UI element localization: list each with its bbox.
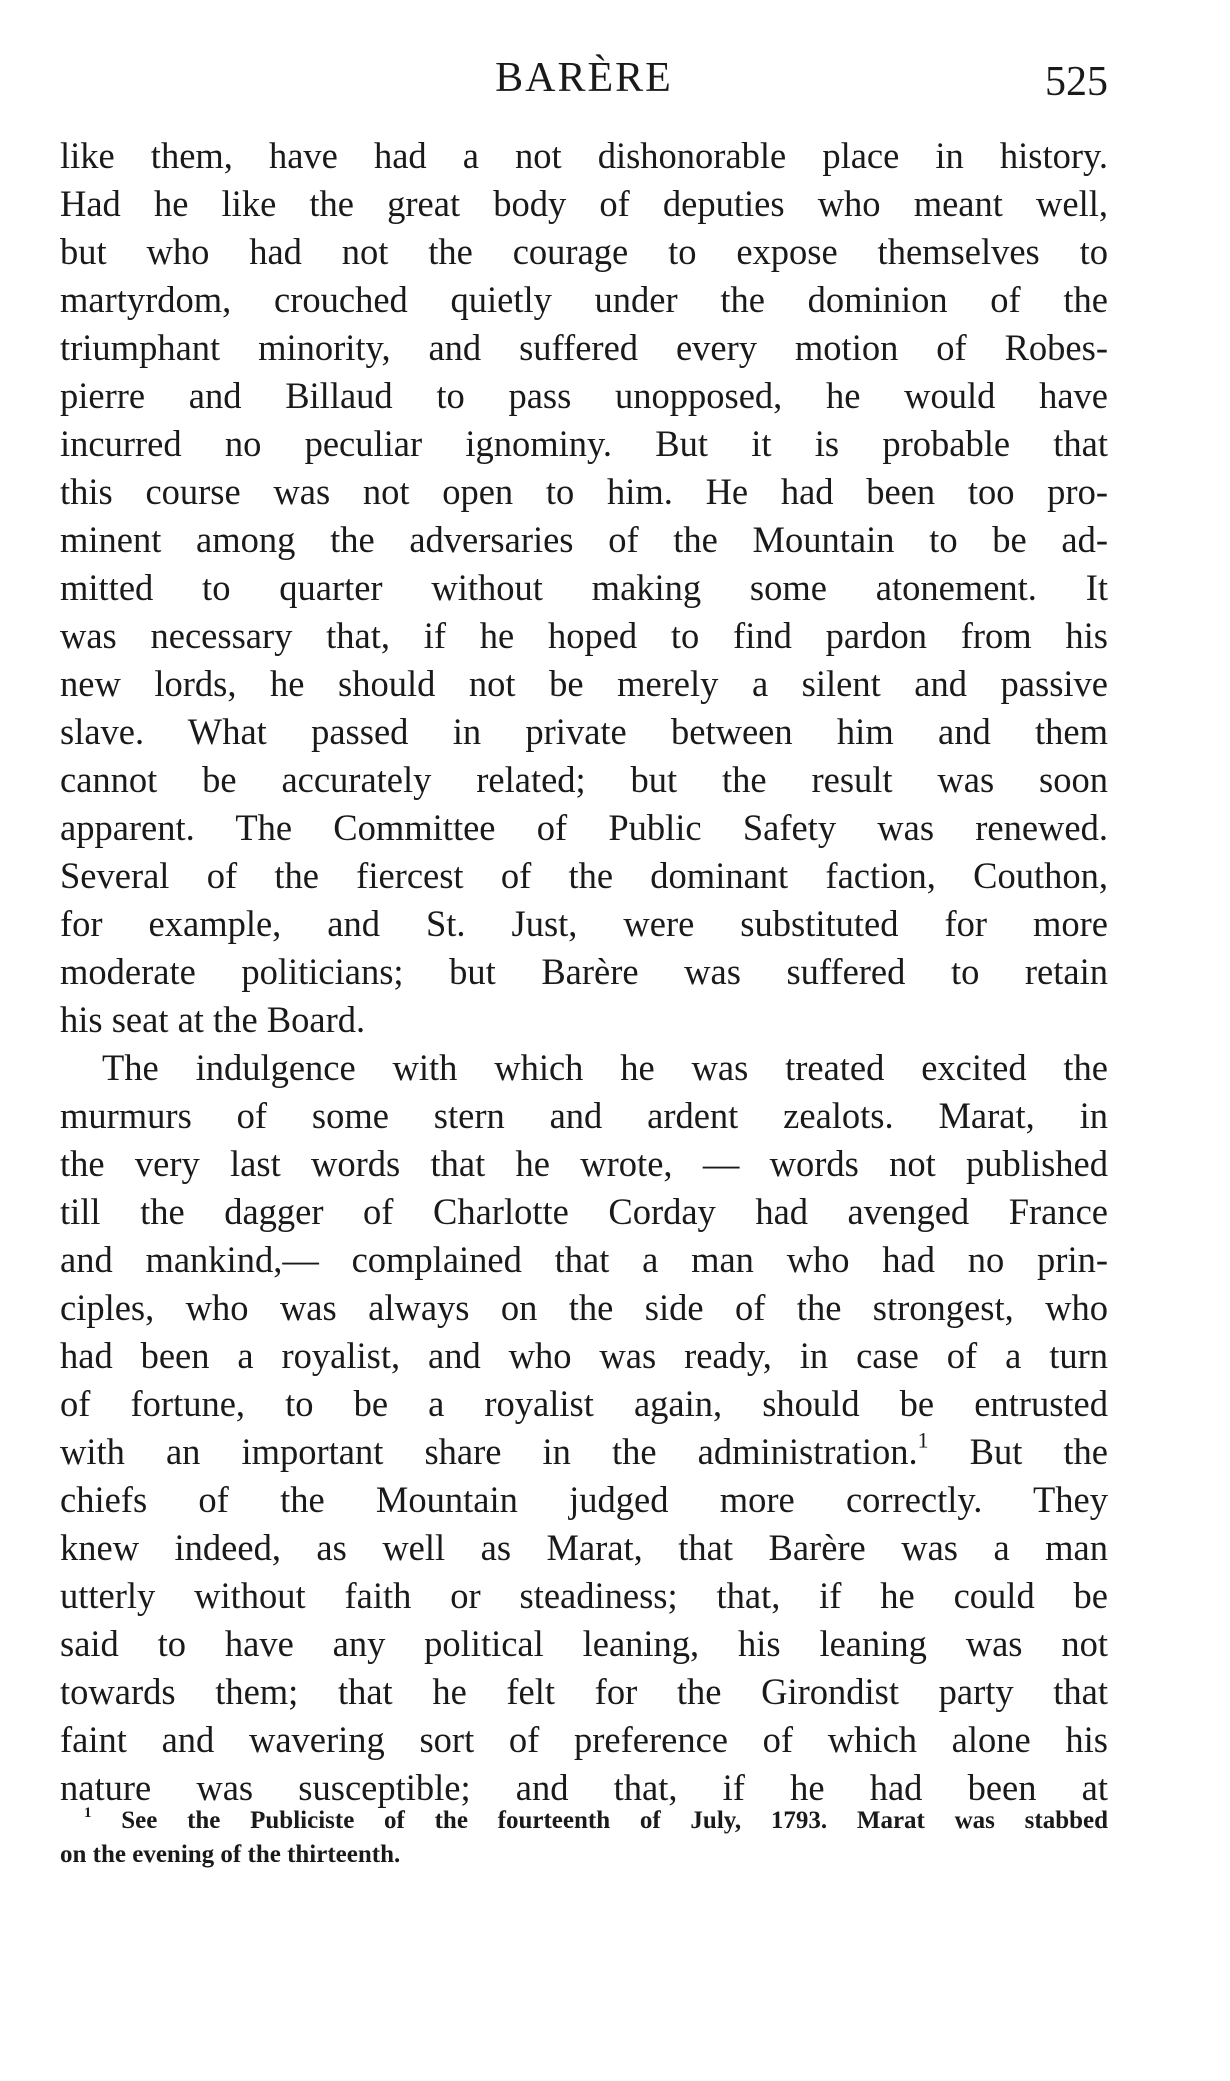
text-line: like them, have had a not dishonorable place in history. [60,135,1108,176]
text-line: knew indeed, as well as Marat, that Barère was a man [60,1527,1108,1568]
text-line: but who had not the courage to expose themselves to [60,231,1108,272]
text-line: cannot be accurately related; but the result was soon [60,759,1108,800]
text-line: chiefs of the Mountain judged more correctly. They [60,1479,1108,1520]
text-line: moderate politicians; but Barère was suffered to retain [60,951,1108,992]
text-line: slave. What passed in private between him and them [60,711,1108,752]
text-line-start: with an important share in the administration. [60,1431,918,1472]
footnote [60,1804,1108,1872]
text-line: said to have any political leaning, his leaning was not [60,1623,1108,1664]
text-line: this course was not open to him. He had been too pro- [60,471,1108,512]
text-line: towards them; that he felt for the Girondist party that [60,1671,1108,1712]
body-text [60,132,1108,1812]
text-line: utterly without faith or steadiness; that, if he could be [60,1575,1108,1616]
text-line: the very last words that he wrote, — words not published [60,1143,1108,1184]
running-head-title: BARÈRE [495,55,673,101]
text-line: apparent. The Committee of Public Safety was renewed. [60,807,1108,848]
paragraph-start-line: The indulgence with which he was treated excited the [102,1047,1108,1088]
text-line: for example, and St. Just, were substituted for more [60,903,1108,944]
text-line-tail: But the [928,1431,1109,1472]
text-line: minent among the adversaries of the Mountain to be ad- [60,519,1108,560]
text-line: faint and wavering sort of preference of which alone his [60,1719,1108,1760]
text-line: ciples, who was always on the side of the strongest, who [60,1287,1108,1328]
text-line: nature was susceptible; and that, if he had been at [60,1767,1108,1808]
text-line: of fortune, to be a royalist again, should be entrusted [60,1383,1108,1424]
text-line: and mankind,— complained that a man who had no prin- [60,1239,1108,1280]
footnote-line [60,1804,1108,1838]
text-line: till the dagger of Charlotte Corday had avenged France [60,1191,1108,1232]
text-line: triumphant minority, and suffered every motion of Robes- [60,327,1108,368]
text-line: new lords, he should not be merely a silent and passive [60,663,1108,704]
footnote-line: on the evening of the thirteenth. [60,1841,401,1868]
text-line: Several of the fiercest of the dominant faction, Couthon, [60,855,1108,896]
text-line: incurred no peculiar ignominy. But it is probable that [60,423,1108,464]
text-line: mitted to quarter without making some atonement. It [60,567,1108,608]
text-line: was necessary that, if he hoped to find pardon from his [60,615,1108,656]
text-line: murmurs of some stern and ardent zealots. Marat, in [60,1095,1108,1136]
running-header [60,48,1108,108]
page-number: 525 [1045,59,1108,105]
paragraph-end-line: his seat at the Board. [60,999,366,1040]
text-line: martyrdom, crouched quietly under the dominion of the [60,279,1108,320]
text-line: Had he like the great body of deputies who meant well, [60,183,1108,224]
footnote-reference[interactable]: 1 [917,1427,929,1453]
footnote-marker: 1 [84,1804,92,1821]
text-line: had been a royalist, and who was ready, in case of a turn [60,1335,1108,1376]
text-line-with-footnote-ref [60,1428,1108,1476]
text-line: pierre and Billaud to pass unopposed, he would have [60,375,1108,416]
footnote-text: See the Publiciste of the fourteenth of July, 1793. Marat was stabbed [91,1807,1108,1834]
